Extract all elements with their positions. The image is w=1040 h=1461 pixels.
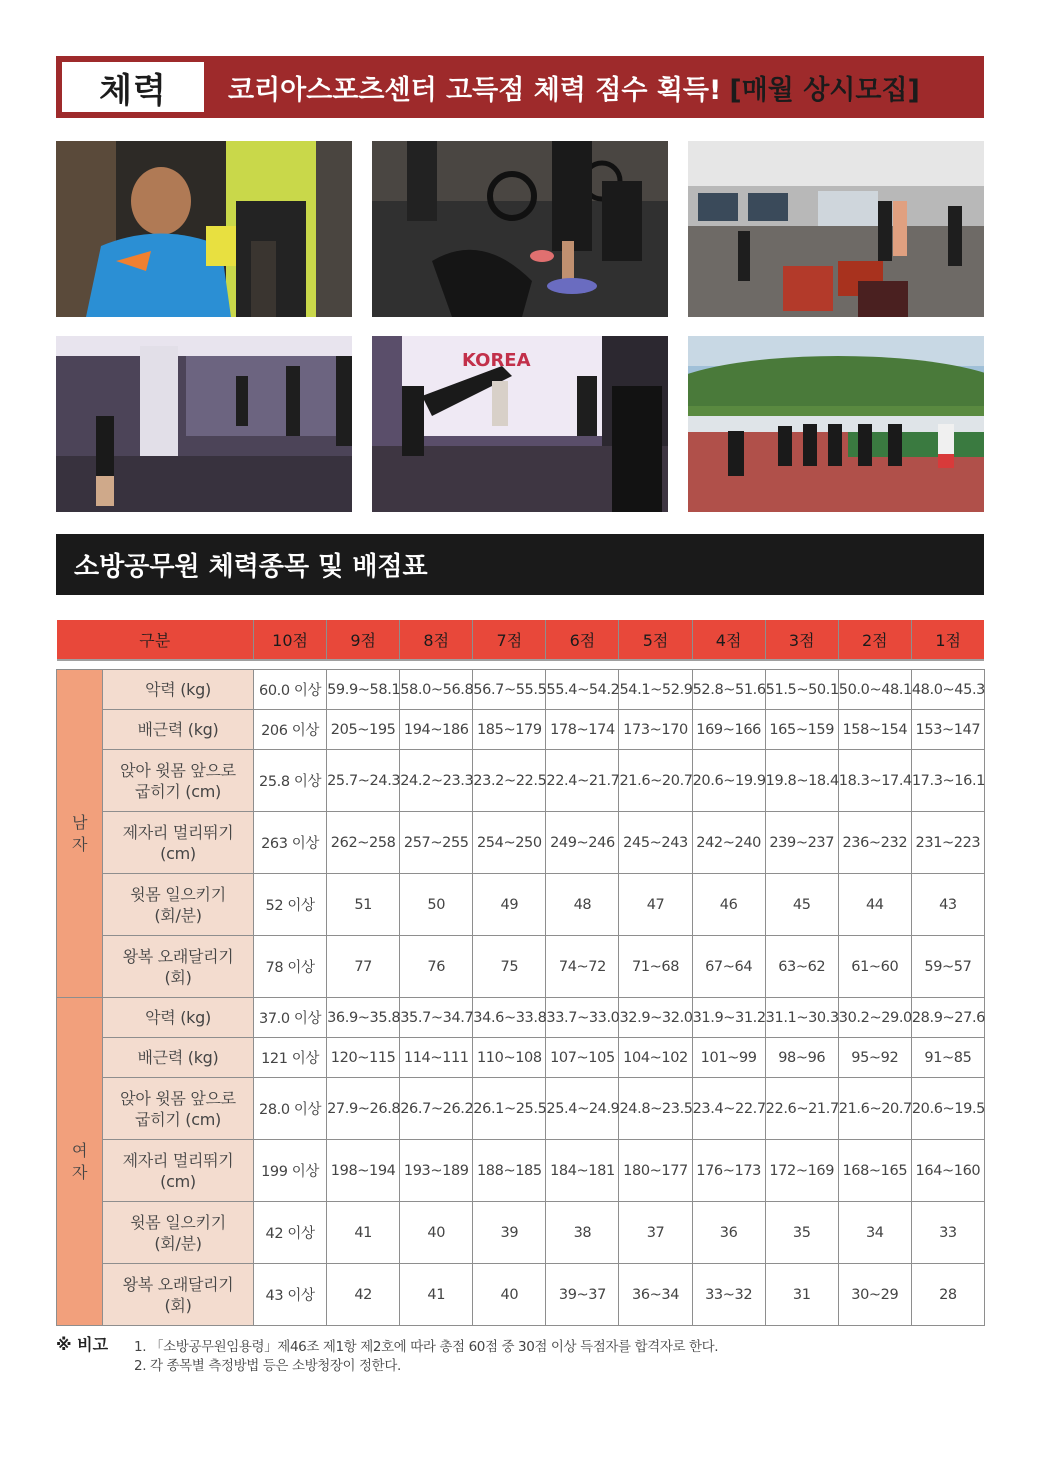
score-cell: 24.2~23.3	[400, 750, 473, 812]
score-cell: 199 이상	[254, 1140, 327, 1202]
score-cell: 48	[546, 874, 619, 936]
score-cell: 63~62	[765, 936, 838, 998]
score-cell: 59.9~58.1	[327, 670, 400, 710]
score-cell: 76	[400, 936, 473, 998]
score-cell: 41	[400, 1264, 473, 1326]
score-cell: 254~250	[473, 812, 546, 874]
score-cell: 43 이상	[254, 1264, 327, 1326]
score-cell: 45	[765, 874, 838, 936]
score-cell: 36	[692, 1202, 765, 1264]
score-cell: 35.7~34.7	[400, 998, 473, 1038]
score-cell: 34	[838, 1202, 911, 1264]
score-cell: 24.8~23.5	[619, 1078, 692, 1140]
sex-label-bottom: 자	[71, 834, 88, 854]
table-header-cell: 구분	[57, 620, 254, 660]
score-cell: 33.7~33.0	[546, 998, 619, 1038]
score-cell: 60.0 이상	[254, 670, 327, 710]
score-cell: 28	[911, 1264, 984, 1326]
score-cell: 172~169	[765, 1140, 838, 1202]
score-cell: 206 이상	[254, 710, 327, 750]
header-banner	[56, 56, 984, 118]
score-cell: 249~246	[546, 812, 619, 874]
coach-photo	[56, 141, 352, 317]
score-cell: 55.4~54.2	[546, 670, 619, 710]
score-cell: 59~57	[911, 936, 984, 998]
table-header-row	[57, 620, 985, 660]
score-cell: 198~194	[327, 1140, 400, 1202]
score-cell: 31	[765, 1264, 838, 1326]
table-row	[57, 750, 985, 812]
score-cell: 28.9~27.6	[911, 998, 984, 1038]
score-cell: 164~160	[911, 1140, 984, 1202]
table-row	[57, 936, 985, 998]
score-cell: 242~240	[692, 812, 765, 874]
score-cell: 35	[765, 1202, 838, 1264]
score-cell: 22.6~21.7	[765, 1078, 838, 1140]
score-cell: 44	[838, 874, 911, 936]
score-cell: 23.2~22.5	[473, 750, 546, 812]
score-cell: 185~179	[473, 710, 546, 750]
score-cell: 74~72	[546, 936, 619, 998]
score-cell: 23.4~22.7	[692, 1078, 765, 1140]
score-cell: 42	[327, 1264, 400, 1326]
score-cell: 153~147	[911, 710, 984, 750]
table-row	[57, 1140, 985, 1202]
score-cell: 41	[327, 1202, 400, 1264]
score-cell: 18.3~17.4	[838, 750, 911, 812]
score-cell: 48.0~45.3	[911, 670, 984, 710]
score-cell: 257~255	[400, 812, 473, 874]
score-cell: 43	[911, 874, 984, 936]
banner-tag-label: 체력	[99, 70, 167, 111]
table-header-cell: 1점	[911, 620, 984, 660]
score-cell: 32.9~32.0	[619, 998, 692, 1038]
score-cell: 52 이상	[254, 874, 327, 936]
item-cell: 악력 (kg)	[103, 998, 254, 1038]
item-cell: 왕복 오래달리기 (회)	[103, 1264, 254, 1326]
score-cell: 20.6~19.5	[911, 1078, 984, 1140]
score-cell: 98~96	[765, 1038, 838, 1078]
score-cell: 22.4~21.7	[546, 750, 619, 812]
score-cell: 36~34	[619, 1264, 692, 1326]
score-cell: 39	[473, 1202, 546, 1264]
item-cell: 앉아 윗몸 앞으로 굽히기 (cm)	[103, 750, 254, 812]
score-cell: 25.7~24.3	[327, 750, 400, 812]
gym-hall-photo	[688, 141, 984, 317]
table-row	[57, 998, 985, 1038]
score-cell: 114~111	[400, 1038, 473, 1078]
item-cell: 배근력 (kg)	[103, 1038, 254, 1078]
table-row	[57, 710, 985, 750]
banner-headline	[228, 56, 920, 118]
score-cell: 31.9~31.2	[692, 998, 765, 1038]
banner-headline-text: 코리아스포츠센터 고득점 체력 점수 획득!	[228, 74, 722, 106]
score-cell: 31.1~30.3	[765, 998, 838, 1038]
notes-label: ※ 비고	[56, 1335, 109, 1354]
item-cell: 제자리 멀리뛰기 (cm)	[103, 812, 254, 874]
score-cell: 121 이상	[254, 1038, 327, 1078]
item-cell: 배근력 (kg)	[103, 710, 254, 750]
table-row	[57, 1264, 985, 1326]
item-cell: 앉아 윗몸 앞으로 굽히기 (cm)	[103, 1078, 254, 1140]
score-table	[56, 620, 985, 1326]
score-cell: 188~185	[473, 1140, 546, 1202]
score-cell: 37	[619, 1202, 692, 1264]
score-cell: 104~102	[619, 1038, 692, 1078]
score-cell: 158~154	[838, 710, 911, 750]
score-cell: 50	[400, 874, 473, 936]
score-cell: 173~170	[619, 710, 692, 750]
korea-logo-text: KOREA	[462, 350, 531, 371]
score-cell: 263 이상	[254, 812, 327, 874]
item-cell: 악력 (kg)	[103, 670, 254, 710]
score-cell: 30.2~29.0	[838, 998, 911, 1038]
table-header-cell: 2점	[838, 620, 911, 660]
item-cell: 왕복 오래달리기 (회)	[103, 936, 254, 998]
score-cell: 38	[546, 1202, 619, 1264]
score-cell: 75	[473, 936, 546, 998]
score-cell: 28.0 이상	[254, 1078, 327, 1140]
score-cell: 54.1~52.9	[619, 670, 692, 710]
score-cell: 239~237	[765, 812, 838, 874]
score-cell: 95~92	[838, 1038, 911, 1078]
score-cell: 236~232	[838, 812, 911, 874]
score-cell: 245~243	[619, 812, 692, 874]
track-running-photo	[688, 336, 984, 512]
score-cell: 40	[400, 1202, 473, 1264]
score-cell: 67~64	[692, 936, 765, 998]
sex-cell	[57, 670, 103, 998]
score-cell: 51.5~50.1	[765, 670, 838, 710]
score-cell: 61~60	[838, 936, 911, 998]
score-cell: 49	[473, 874, 546, 936]
score-cell: 33	[911, 1202, 984, 1264]
score-cell: 26.7~26.2	[400, 1078, 473, 1140]
gym-training-photo	[372, 141, 668, 317]
score-cell: 26.1~25.5	[473, 1078, 546, 1140]
table-header-cell: 6점	[546, 620, 619, 660]
score-cell: 78 이상	[254, 936, 327, 998]
score-cell: 34.6~33.8	[473, 998, 546, 1038]
score-cell: 176~173	[692, 1140, 765, 1202]
score-cell: 231~223	[911, 812, 984, 874]
table-header-cell: 3점	[765, 620, 838, 660]
score-cell: 101~99	[692, 1038, 765, 1078]
sex-label-top: 남	[71, 812, 88, 832]
score-cell: 107~105	[546, 1038, 619, 1078]
banner-headline-sub: [매월 상시모집]	[729, 74, 920, 106]
score-cell: 51	[327, 874, 400, 936]
score-cell: 193~189	[400, 1140, 473, 1202]
score-cell: 39~37	[546, 1264, 619, 1326]
note-line: 2. 각 종목별 측정방법 등은 소방청장이 정한다.	[134, 1358, 401, 1374]
score-cell: 17.3~16.1	[911, 750, 984, 812]
table-row	[57, 670, 985, 710]
score-cell: 110~108	[473, 1038, 546, 1078]
banner-tag	[62, 62, 204, 112]
score-cell: 168~165	[838, 1140, 911, 1202]
score-cell: 25.8 이상	[254, 750, 327, 812]
score-cell: 178~174	[546, 710, 619, 750]
score-cell: 56.7~55.5	[473, 670, 546, 710]
item-cell: 윗몸 일으키기 (회/분)	[103, 1202, 254, 1264]
score-cell: 20.6~19.9	[692, 750, 765, 812]
sex-label-top: 여	[71, 1140, 88, 1160]
section-heading	[56, 534, 984, 595]
score-cell: 21.6~20.7	[838, 1078, 911, 1140]
score-cell: 184~181	[546, 1140, 619, 1202]
studio-photo	[56, 336, 352, 512]
score-cell: 40	[473, 1264, 546, 1326]
score-cell: 42 이상	[254, 1202, 327, 1264]
sex-cell	[57, 998, 103, 1326]
table-header-cell: 5점	[619, 620, 692, 660]
section-title: 소방공무원 체력종목 및 배점표	[74, 552, 428, 582]
table-header-cell: 4점	[692, 620, 765, 660]
score-cell: 27.9~26.8	[327, 1078, 400, 1140]
table-row	[57, 1038, 985, 1078]
score-cell: 71~68	[619, 936, 692, 998]
score-cell: 91~85	[911, 1038, 984, 1078]
score-cell: 120~115	[327, 1038, 400, 1078]
score-cell: 180~177	[619, 1140, 692, 1202]
score-cell: 77	[327, 936, 400, 998]
table-row	[57, 1202, 985, 1264]
score-cell: 30~29	[838, 1264, 911, 1326]
table-header-cell: 10점	[254, 620, 327, 660]
table-header-cell: 9점	[327, 620, 400, 660]
table-row	[57, 812, 985, 874]
score-cell: 50.0~48.1	[838, 670, 911, 710]
score-cell: 52.8~51.6	[692, 670, 765, 710]
note-line: 1. 「소방공무원임용령」제46조 제1항 제2호에 따라 총점 60점 중 30점 이상 득점자를 합격자로 한다.	[134, 1339, 719, 1355]
table-gap-row	[57, 660, 985, 670]
table-header-cell: 8점	[400, 620, 473, 660]
score-cell: 169~166	[692, 710, 765, 750]
item-cell: 제자리 멀리뛰기 (cm)	[103, 1140, 254, 1202]
score-cell: 46	[692, 874, 765, 936]
sex-label-bottom: 자	[71, 1162, 88, 1182]
score-cell: 205~195	[327, 710, 400, 750]
score-cell: 33~32	[692, 1264, 765, 1326]
score-cell: 47	[619, 874, 692, 936]
table-header-cell: 7점	[473, 620, 546, 660]
score-cell: 37.0 이상	[254, 998, 327, 1038]
score-cell: 194~186	[400, 710, 473, 750]
table-row	[57, 874, 985, 936]
stretch-photo	[372, 336, 668, 512]
score-cell: 262~258	[327, 812, 400, 874]
table-row	[57, 1078, 985, 1140]
item-cell: 윗몸 일으키기 (회/분)	[103, 874, 254, 936]
score-cell: 25.4~24.9	[546, 1078, 619, 1140]
table-body	[57, 660, 985, 1326]
score-cell: 36.9~35.8	[327, 998, 400, 1038]
score-cell: 165~159	[765, 710, 838, 750]
score-cell: 58.0~56.8	[400, 670, 473, 710]
score-cell: 21.6~20.7	[619, 750, 692, 812]
score-cell: 19.8~18.4	[765, 750, 838, 812]
